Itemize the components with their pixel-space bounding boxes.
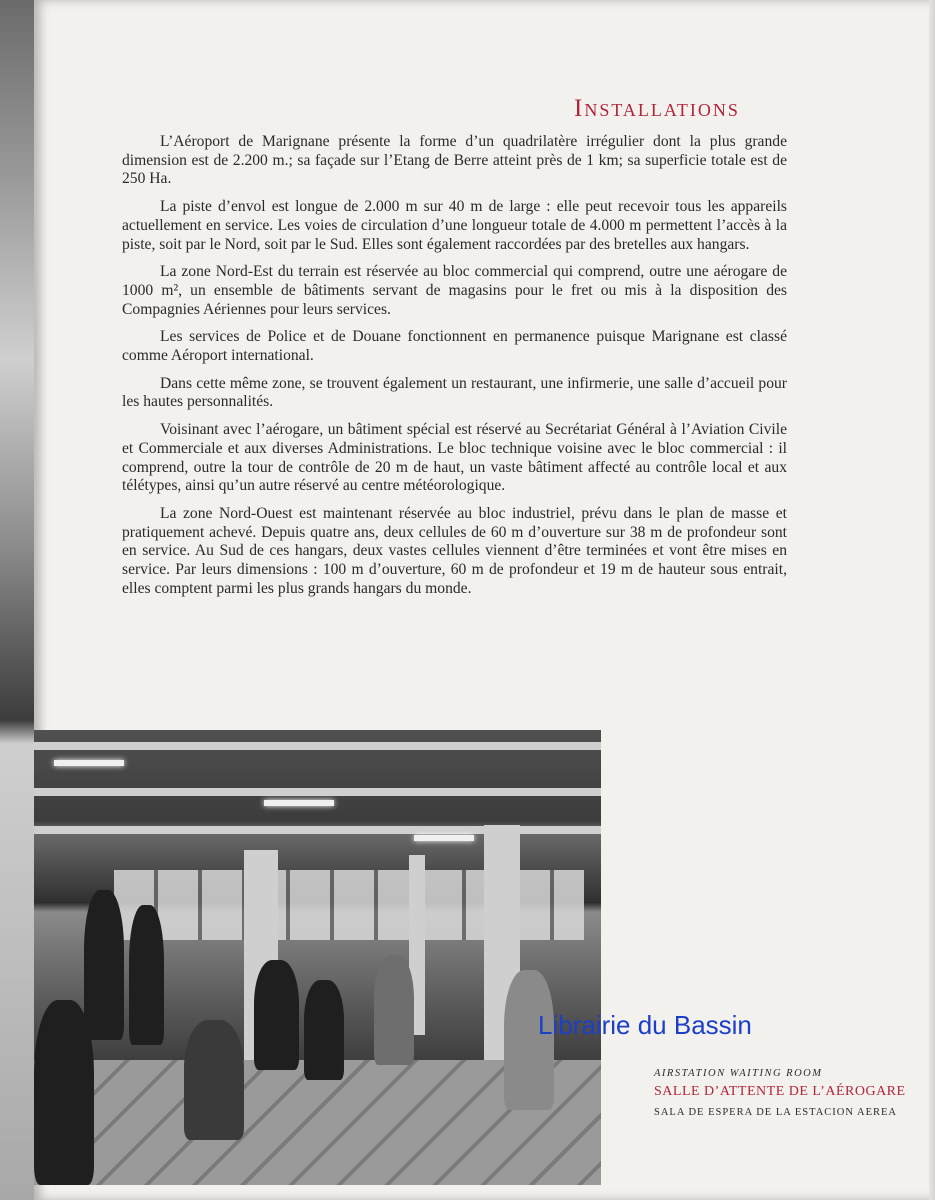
- person-silhouette: [129, 905, 164, 1045]
- paragraph: L’Aéroport de Marignane présente la forme d’un quadrilatère irrégulier dont la plus grande dimension est de 2.200 m.; sa façade sur l’Etang de Berre atteint près de 1 km; sa superficie totale est de 250 Ha.: [122, 133, 787, 188]
- caption-english: AIRSTATION WAITING ROOM: [654, 1068, 823, 1079]
- person-silhouette: [34, 1000, 94, 1185]
- person-silhouette: [84, 890, 124, 1040]
- caption-french: SALLE D’ATTENTE DE L’AÉROGARE: [654, 1084, 906, 1099]
- body-text: [122, 133, 787, 607]
- person-silhouette: [184, 1020, 244, 1140]
- ceiling-lamp: [414, 835, 474, 841]
- ceiling-beam: [34, 788, 601, 796]
- caption-spanish: SALA DE ESPERA DE LA ESTACION AEREA: [654, 1107, 898, 1118]
- page-heading: Installations: [574, 95, 740, 122]
- page-edge: [929, 0, 935, 1200]
- paragraph: Dans cette même zone, se trouvent également un restaurant, une infirmerie, une salle d’accueil pour les hautes personnalités.: [122, 374, 787, 411]
- person-silhouette: [254, 960, 299, 1070]
- book-page: [34, 0, 935, 1200]
- paragraph: Voisinant avec l’aérogare, un bâtiment spécial est réservé au Secrétariat Général à l’Aviation Civile et Commerciale et aux diverses Administrations. Le bloc technique voisine avec le bloc commercial : il comprend, outre la tour de contrôle de 20 m de haut, un vaste bâtiment affecté au contrôle local et aux télétypes, ainsi qu’un autre réservé au centre météorologique.: [122, 421, 787, 495]
- ceiling-beam: [34, 742, 601, 750]
- paragraph: La zone Nord-Est du terrain est réservée au bloc commercial qui comprend, outre une aérogare de 1000 m², un ensemble de bâtiments servant de magasins pour le fret ou mis à la disposition des Compagnies Aériennes pour leurs services.: [122, 263, 787, 318]
- paragraph: La piste d’envol est longue de 2.000 m sur 40 m de large : elle peut recevoir tous les appareils actuellement en service. Les voies de circulation d’une longueur totale de 4.000 m permettent l’accès à la piste, soit par le Nord, soit par le Sud. Elles sont également raccordées par des bretelles aux hangars.: [122, 198, 787, 253]
- watermark: Librairie du Bassin: [538, 1010, 752, 1040]
- person-silhouette: [304, 980, 344, 1080]
- ceiling-lamp: [264, 800, 334, 806]
- waiting-room-photo: [34, 730, 601, 1185]
- paragraph: Les services de Police et de Douane fonctionnent en permanence puisque Marignane est classé comme Aéroport international.: [122, 328, 787, 365]
- ceiling-lamp: [54, 760, 124, 766]
- person-silhouette: [374, 955, 414, 1065]
- paragraph: La zone Nord-Ouest est maintenant réservée au bloc industriel, prévu dans le plan de masse et pratiquement achevé. Depuis quatre ans, deux cellules de 60 m d’ouverture sur 38 m de profondeur sont en service. Au Sud de ces hangars, deux vastes cellules viennent d’être terminées et vont être mises en service. Par leurs dimensions : 100 m d’ouverture, 60 m de profondeur et 19 m de hauteur sous entrait, elles comptent parmi les plus grands hangars du monde.: [122, 504, 787, 597]
